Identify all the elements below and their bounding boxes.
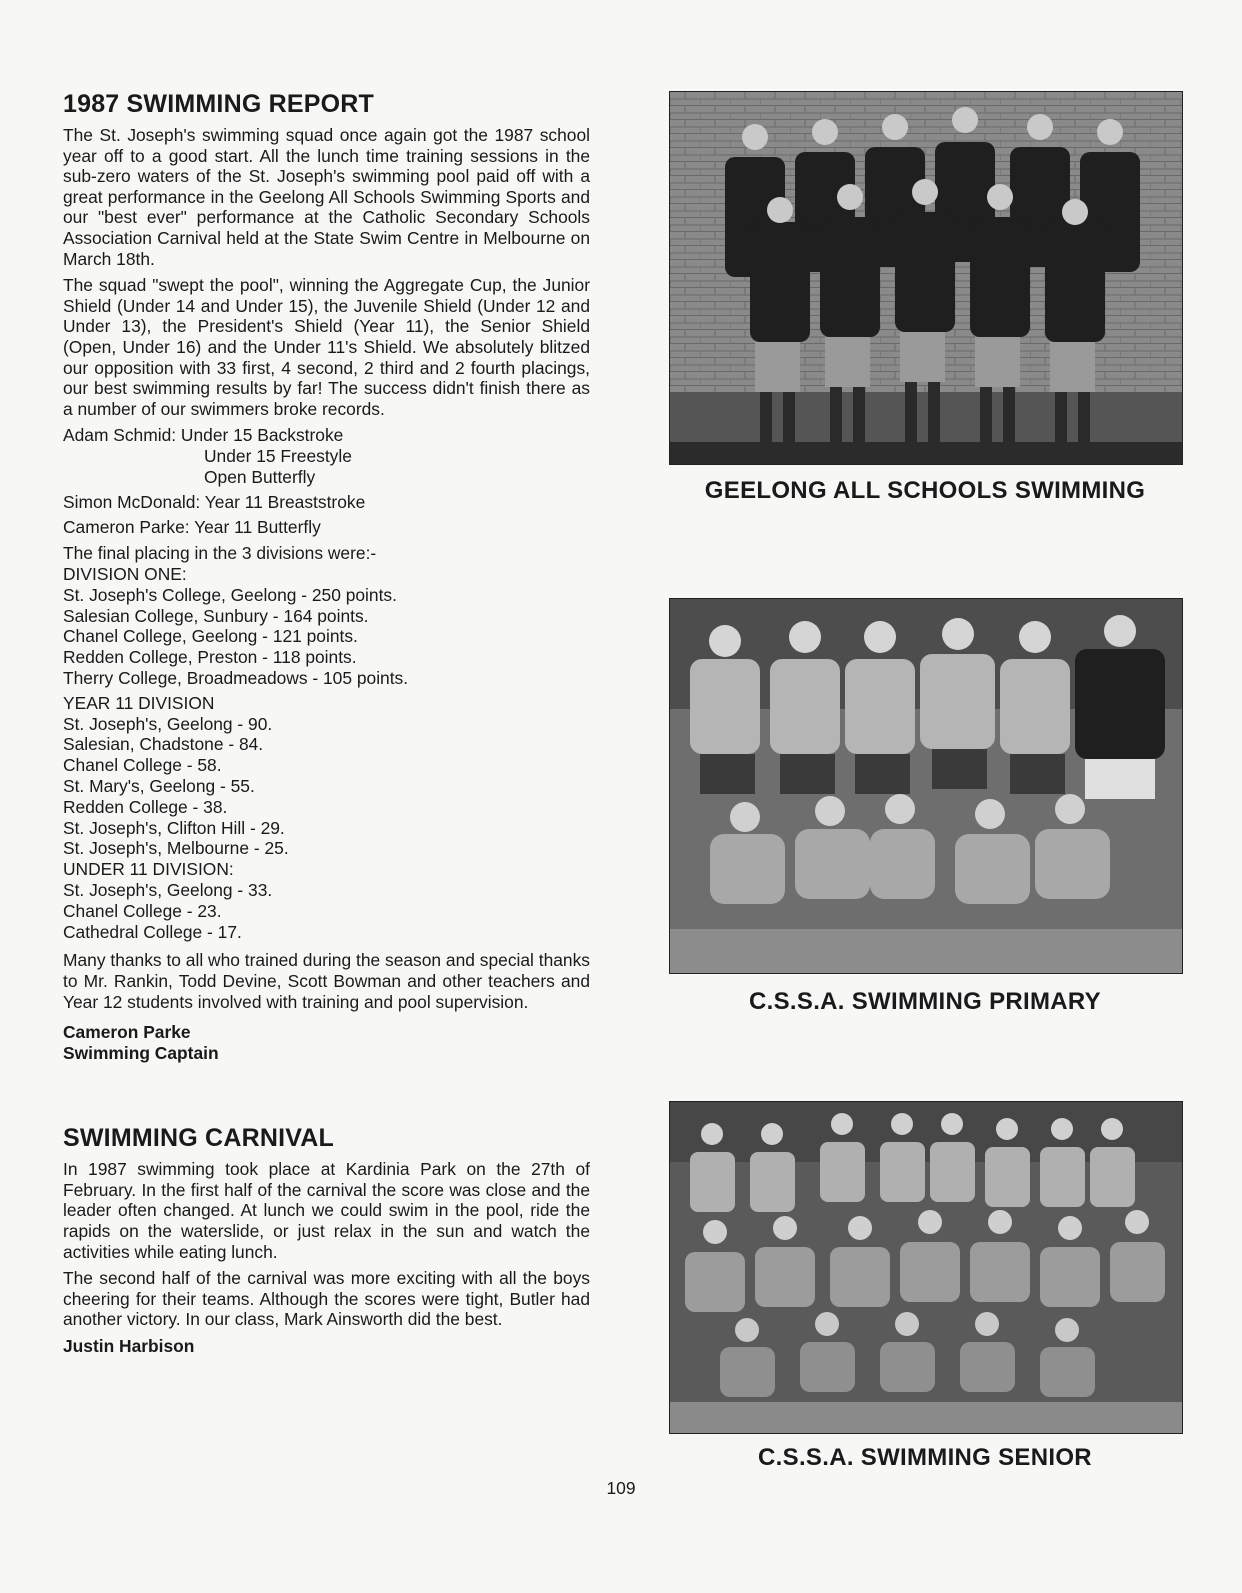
photo-caption: C.S.S.A. SWIMMING PRIMARY — [749, 988, 1101, 1015]
carnival-paragraph-2: The second half of the carnival was more exciting with all the boys cheering for their teams. Although the scores were tight, Butler had another victory. In our class, Mark Ainsworth did the best. — [63, 1268, 590, 1330]
photo-caption: C.S.S.A. SWIMMING SENIOR — [758, 1444, 1092, 1471]
author-role: Swimming Captain — [63, 1043, 219, 1064]
record-item: Cameron Parke: Year 11 Butterfly — [63, 516, 321, 537]
list-item: Chanel College - 23. — [63, 900, 222, 921]
year11-division-heading: YEAR 11 DIVISION — [63, 692, 215, 713]
team-photo-image — [670, 599, 1182, 973]
team-photo-image — [670, 92, 1182, 464]
list-item: Salesian College, Sunbury - 164 points. — [63, 605, 369, 626]
report-author — [63, 1022, 590, 1064]
carnival-paragraph-1: In 1987 swimming took place at Kardinia Park on the 27th of February. In the first half of the carnival the score was close and the leader often changed. At lunch we could swim in the pool, ride the rapids on the waterslide, or just relax in the sun and watch the activities while eating lunch. — [63, 1159, 590, 1262]
record-item: Open Butterfly — [204, 466, 316, 487]
carnival-author: Justin Harbison — [63, 1335, 195, 1356]
record-item: Simon McDonald: Year 11 Breaststroke — [63, 491, 366, 512]
list-item: Chanel College - 58. — [63, 755, 222, 776]
photo-block-senior — [669, 1101, 1181, 1472]
division-one-heading: DIVISION ONE: — [63, 564, 187, 585]
report-title: 1987 SWIMMING REPORT — [63, 90, 374, 118]
record-item: Under 15 Freestyle — [204, 446, 352, 467]
author-name: Cameron Parke — [63, 1022, 191, 1043]
carnival-title: SWIMMING CARNIVAL — [63, 1124, 334, 1153]
list-item: St. Joseph's, Geelong - 90. — [63, 713, 273, 734]
records-list — [63, 425, 590, 537]
thanks-paragraph: Many thanks to all who trained during the season and special thanks to Mr. Rankin, Todd Devine, Scott Bowman and other teachers and Year 12 students involved with training and pool supervision. — [63, 950, 590, 1012]
team-photo — [669, 1101, 1183, 1434]
report-paragraph-1: The St. Joseph's swimming squad once again got the 1987 school year off to a good start. All the lunch time training sessions in the sub-zero waters of the St. Joseph's swimming pool paid off with a great performance in the Geelong All Schools Swimming Sports and our "best ever" performance at the Catholic Secondary Schools Association Carnival held at the State Swim Centre in Melbourne on March 18th. — [63, 125, 590, 269]
team-photo — [669, 91, 1183, 465]
list-item: Cathedral College - 17. — [63, 921, 242, 942]
team-photo — [669, 598, 1183, 974]
page-number: 109 — [606, 1478, 636, 1498]
photo-block-geelong — [669, 91, 1181, 505]
placing-intro: The final placing in the 3 divisions were:- — [63, 543, 377, 564]
photo-block-primary — [669, 598, 1181, 1016]
list-item: St. Joseph's, Geelong - 33. — [63, 880, 273, 901]
list-item: Chanel College, Geelong - 121 points. — [63, 626, 358, 647]
list-item: Therry College, Broadmeadows - 105 points. — [63, 668, 409, 689]
list-item: St. Joseph's, Clifton Hill - 29. — [63, 817, 285, 838]
list-item: St. Joseph's College, Geelong - 250 points. — [63, 584, 397, 605]
photo-caption: GEELONG ALL SCHOOLS SWIMMING — [704, 477, 1146, 504]
left-column — [63, 90, 590, 1357]
under11-division-heading: UNDER 11 DIVISION: — [63, 859, 234, 880]
placings — [63, 543, 590, 942]
report-paragraph-2: The squad "swept the pool", winning the Aggregate Cup, the Junior Shield (Under 14 and Under 15), the Juvenile Shield (Under 12 and Under 13), the President's Shield (Year 11), the Senior Shield (Open, Under 16) and the Under 11's Shield. We absolutely blitzed our opposition with 33 first, 4 second, 2 third and 2 fourth placings, our best swimming results by far! The success didn't finish there as a number of our swimmers broke records. — [63, 275, 590, 419]
list-item: Redden College, Preston - 118 points. — [63, 647, 357, 668]
list-item: Salesian, Chadstone - 84. — [63, 734, 264, 755]
record-item: Adam Schmid: Under 15 Backstroke — [63, 425, 344, 446]
list-item: St. Mary's, Geelong - 55. — [63, 776, 255, 797]
list-item: St. Joseph's, Melbourne - 25. — [63, 838, 289, 859]
team-photo-image — [670, 1102, 1182, 1433]
list-item: Redden College - 38. — [63, 796, 228, 817]
